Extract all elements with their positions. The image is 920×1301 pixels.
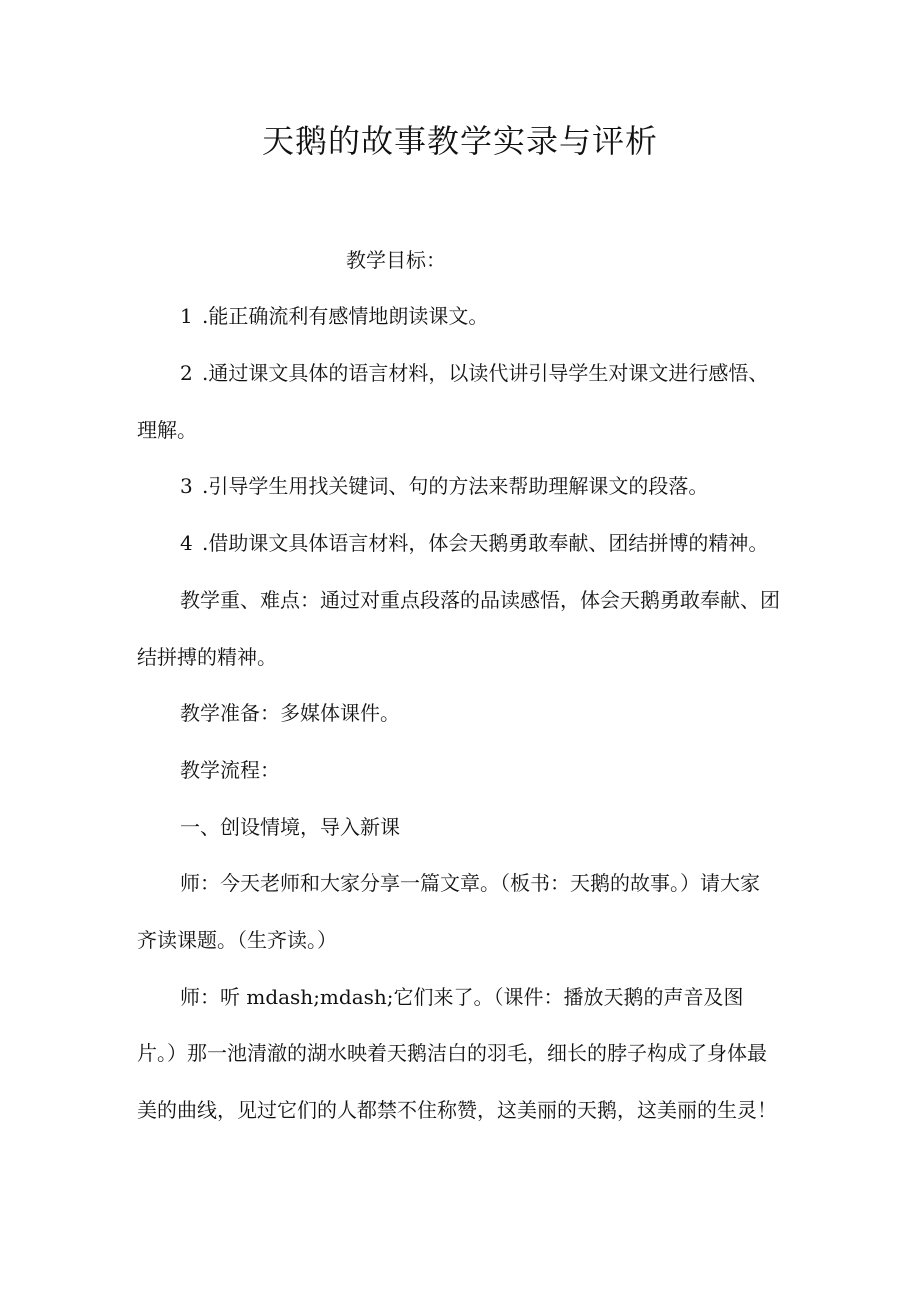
paragraph-2-line-3: 美的曲线，见过它们的人都禁不住称赞，这美丽的天鹅，这美丽的生灵！ xyxy=(137,1098,777,1122)
key-points-line-1: 教学重、难点：通过对重点段落的品读感悟，体会天鹅勇敢奉献、团 xyxy=(180,588,780,612)
objectives-heading: 教学目标： xyxy=(346,248,446,272)
objective-number: 1 xyxy=(180,304,193,328)
paragraph-2-line-1: 师：听 mdash;mdash;它们来了。（课件：播放天鹅的声音及图 xyxy=(180,985,744,1009)
key-points-line-2: 结拼搏的精神。 xyxy=(137,645,277,669)
paragraph-1-line-2: 齐读课题。（生齐读。） xyxy=(137,928,337,952)
objective-text: .通过课文具体的语言材料，以读代讲引导学生对课文进行感悟、 xyxy=(202,361,769,385)
process-heading: 教学流程： xyxy=(180,758,280,782)
objective-text: .引导学生用找关键词、句的方法来帮助理解课文的段落。 xyxy=(202,474,709,498)
objective-2 xyxy=(180,359,768,387)
paragraph-1-line-1: 师：今天老师和大家分享一篇文章。（板书：天鹅的故事。）请大家 xyxy=(180,871,760,895)
objective-4 xyxy=(180,529,768,557)
objective-2-continuation: 理解。 xyxy=(137,418,197,442)
paragraph-2-line-2: 片。）那一池清澈的湖水映着天鹅洁白的羽毛，细长的脖子构成了身体最 xyxy=(137,1041,767,1065)
document-title: 天鹅的故事教学实录与评析 xyxy=(261,122,658,160)
objective-text: .借助课文具体语言材料，体会天鹅勇敢奉献、团结拼博的精神。 xyxy=(202,531,769,555)
preparation: 教学准备：多媒体课件。 xyxy=(180,701,400,725)
objective-number: 2 xyxy=(180,361,193,385)
objective-text: .能正确流利有感情地朗读课文。 xyxy=(202,304,489,328)
objective-3 xyxy=(180,472,708,500)
objective-number: 3 xyxy=(180,474,193,498)
section-heading-1: 一、创设情境，导入新课 xyxy=(180,815,400,839)
objective-number: 4 xyxy=(180,531,193,555)
objective-1 xyxy=(180,302,488,330)
